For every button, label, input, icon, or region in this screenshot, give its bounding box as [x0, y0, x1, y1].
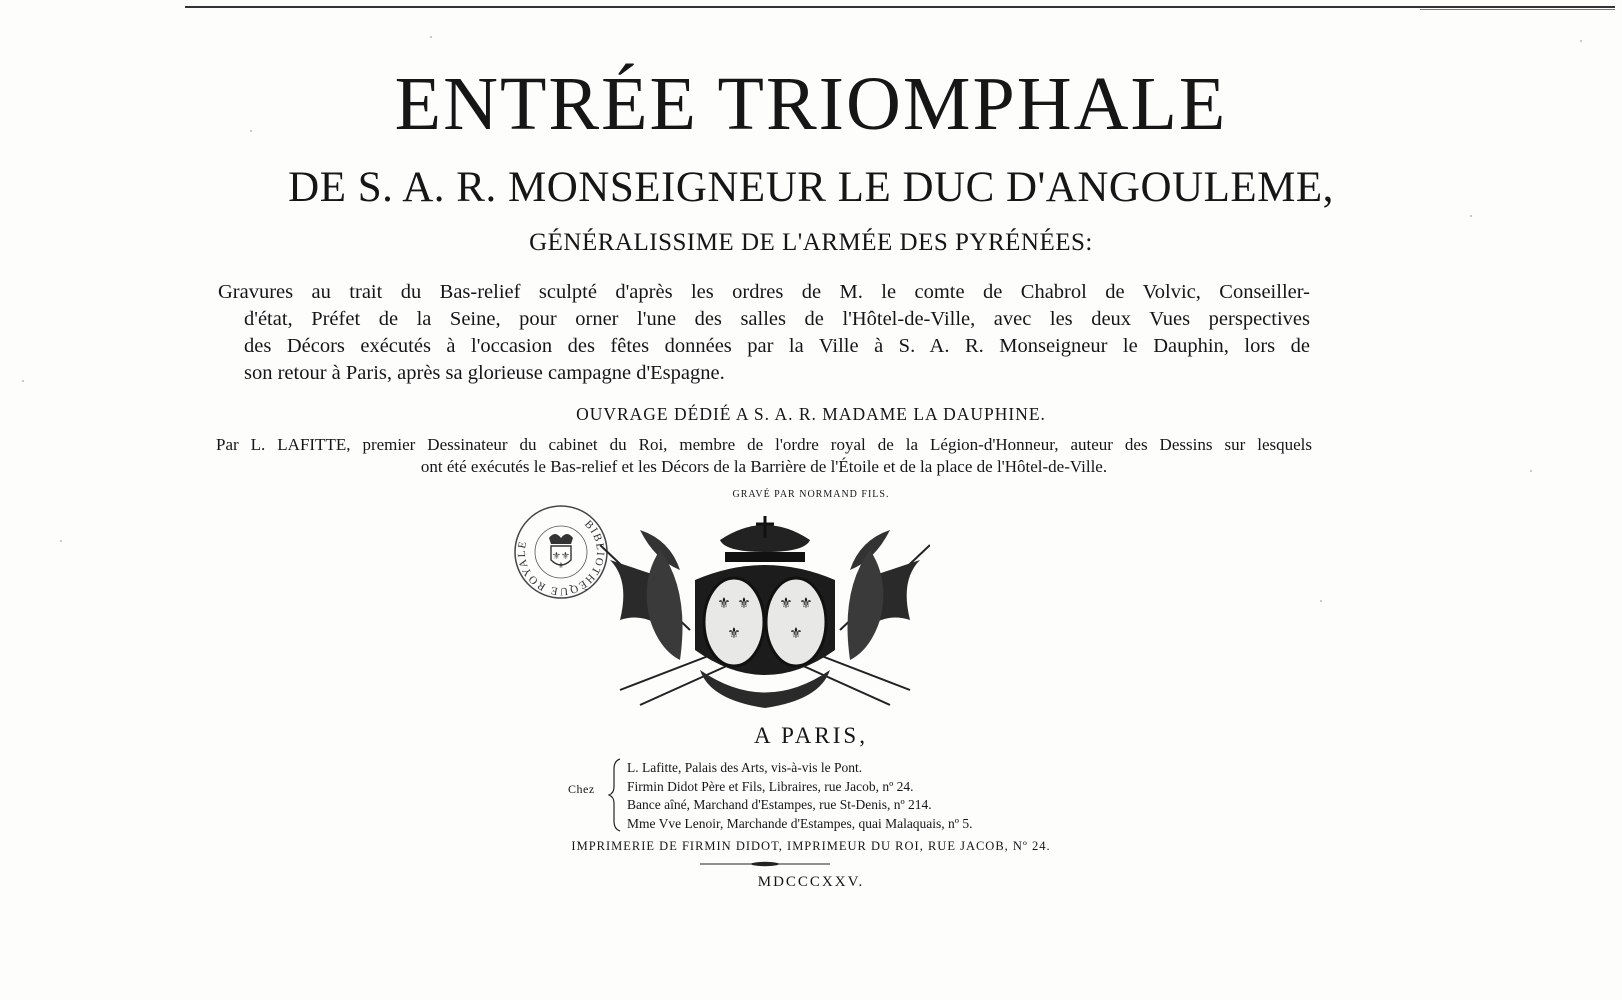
author-credit: [216, 434, 1312, 478]
seller-item: Mme Vve Lenoir, Marchande d'Estampes, quai Malaquais, nº 5.: [627, 815, 973, 831]
seller-item: L. Lafitte, Palais des Arts, vis-à-vis le Pont.: [627, 760, 863, 775]
svg-text:⚜: ⚜: [727, 624, 741, 642]
coat-of-arms-icon: [600, 510, 930, 720]
top-border-rule: [185, 6, 1615, 8]
svg-text:⚜: ⚜: [717, 594, 731, 612]
subtitle: DE S. A. R. MONSEIGNEUR LE DUC D'ANGOULEME,: [288, 164, 1334, 211]
subtitle-generalissime: GÉNÉRALISSIME DE L'ARMÉE DES PYRÉNÉES:: [529, 229, 1093, 256]
svg-text:⚜: ⚜: [737, 594, 751, 612]
author-line-1: Par L. LAFITTE, premier Dessinateur du cabinet du Roi, membre de l'ordre royal de la Légion-d'Honneur, auteur des Dessins sur lesquels: [216, 435, 1312, 454]
imprint-chez: Chez: [568, 782, 595, 796]
description-line-2: d'état, Préfet de la Seine, pour orner l'une des salles de l'Hôtel-de-Ville, avec les deux Vues perspectives: [244, 308, 1310, 330]
description-line-1: Gravures au trait du Bas-relief sculpté d'après les ordres de M. le comte de Chabrol de Volvic, Conseiller-: [218, 281, 1310, 303]
engraver-credit: GRAVÉ PAR NORMAND FILS.: [732, 489, 890, 500]
svg-text:⚜⚜: ⚜⚜: [552, 551, 570, 562]
stamp-text: BIBLIOTHÈQUE ROYALE: [515, 518, 607, 598]
svg-text:⚜: ⚜: [789, 624, 803, 642]
description-paragraph: [218, 279, 1310, 387]
library-stamp-icon: [513, 504, 609, 600]
top-border-rule-secondary: [1420, 9, 1615, 10]
description-line-4: son retour à Paris, après sa glorieuse campagne d'Espagne.: [244, 362, 725, 384]
dedication: OUVRAGE DÉDIÉ A S. A. R. MADAME LA DAUPHINE.: [576, 404, 1046, 424]
svg-text:⚜: ⚜: [779, 594, 793, 612]
brace-icon: [608, 758, 622, 832]
svg-text:⚜: ⚜: [799, 594, 813, 612]
printer-line: IMPRIMERIE DE FIRMIN DIDOT, IMPRIMEUR DU ROI, RUE JACOB, Nº 24.: [571, 839, 1051, 853]
description-line-3: des Décors exécutés à l'occasion des fêtes données par la Ville à S. A. R. Monseigneur le Dauphin, lors de: [244, 335, 1310, 357]
seller-list: [627, 759, 973, 833]
author-line-2: ont été exécutés le Bas-relief et les Décors de la Barrière de l'Étoile et de la place de l'Hôtel-de-Ville.: [420, 457, 1108, 476]
imprint-city: A PARIS,: [754, 723, 868, 748]
seller-item: Firmin Didot Père et Fils, Libraires, rue Jacob, nº 24.: [627, 778, 914, 794]
publication-year: MDCCCXXV.: [757, 874, 865, 890]
seller-item: Bance aîné, Marchand d'Estampes, rue St-Denis, nº 214.: [627, 797, 932, 812]
ornament-rule-icon: [700, 860, 830, 868]
main-title: ENTRÉE TRIOMPHALE: [394, 62, 1228, 146]
svg-text:⚜: ⚜: [557, 561, 565, 570]
